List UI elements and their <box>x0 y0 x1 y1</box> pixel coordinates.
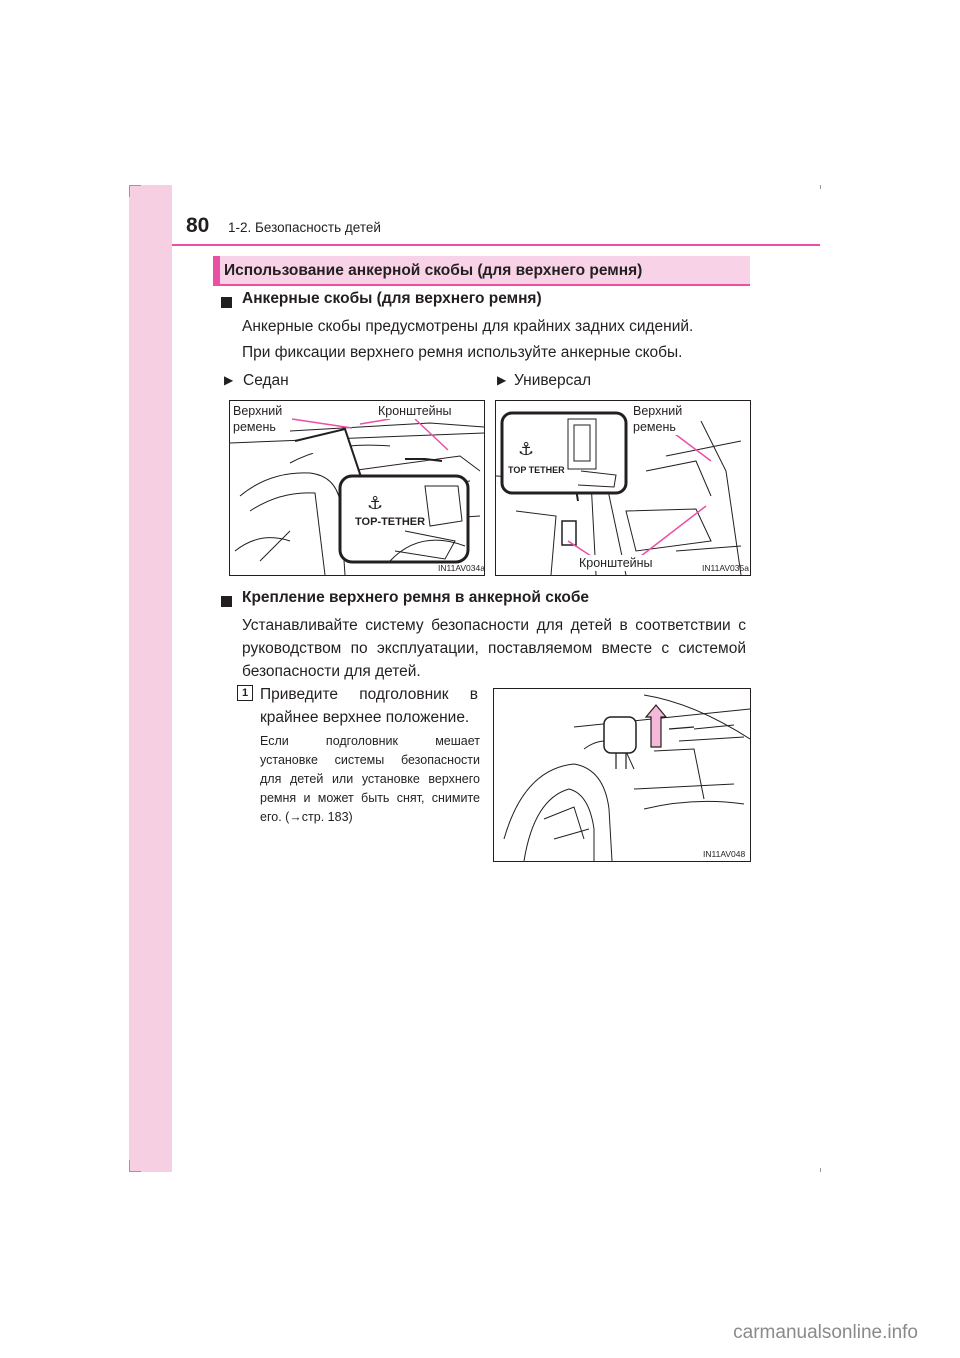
headrest-illustration <box>493 688 751 862</box>
banner-underline <box>213 284 750 286</box>
square-bullet-icon <box>221 297 232 308</box>
note-line: для детей или установке верхнего <box>260 772 480 786</box>
sedan-brackets-label: Кронштейны <box>378 404 452 418</box>
triangle-bullet-icon: ▶ <box>497 373 507 387</box>
note-line: ремня и может быть снят, снимите <box>260 791 480 805</box>
triangle-bullet-icon: ▶ <box>224 373 234 387</box>
crop-mark <box>129 185 130 197</box>
anchor-icon: ⚓ <box>367 493 384 514</box>
section-title: 1-2. Безопасность детей <box>228 220 381 235</box>
step-number-box: 1 <box>237 685 253 701</box>
anchor-brackets-line-2: При фиксации верхнего ремня используйте анкерные скобы. <box>242 344 683 361</box>
label-line: ремень <box>633 420 676 434</box>
crop-mark <box>129 1171 141 1172</box>
wagon-line-art <box>496 401 750 575</box>
chapter-sidebar-tab <box>129 185 172 1172</box>
fixing-line-2: руководством по эксплуатации, поставляемом вместе с системой <box>242 640 746 657</box>
note-line: Если подголовник мешает <box>260 734 480 748</box>
anchor-icon: ⚓ <box>518 439 535 460</box>
sedan-top-strap-label <box>233 403 282 435</box>
note-line: его. (→стр. 183) <box>260 810 353 824</box>
wagon-top-strap-label <box>633 403 682 435</box>
sedan-inset-label: TOP-TETHER <box>355 516 426 528</box>
headrest-line-art <box>494 689 750 861</box>
variant-wagon: Универсал <box>514 372 592 389</box>
step-line: Приведите подголовник в <box>260 686 478 703</box>
sedan-figure-code: IN11AV034a <box>438 563 485 573</box>
crop-mark <box>820 1168 821 1172</box>
wagon-figure-code: IN11AV035a <box>702 563 749 573</box>
page-number: 80 <box>186 214 210 237</box>
label-line: Верхний <box>633 404 683 418</box>
label-line: Верхний <box>233 404 283 418</box>
banner-title: Использование анкерной скобы (для верхнего ремня) <box>224 262 643 279</box>
wagon-inset-label: TOP TETHER <box>508 465 565 475</box>
step-1-note <box>260 732 480 827</box>
fixing-heading: Крепление верхнего ремня в анкерной скобе <box>242 589 590 606</box>
label-line: ремень <box>233 420 276 434</box>
crop-mark <box>820 185 821 189</box>
variant-sedan: Седан <box>243 372 289 389</box>
up-arrow-icon <box>646 705 666 747</box>
wagon-brackets-label: Кронштейны <box>579 556 653 570</box>
step-line: крайнее верхнее положение. <box>260 709 470 726</box>
headrest-figure-code: IN11AV048 <box>703 849 746 859</box>
wagon-anchor-illustration <box>495 400 751 576</box>
square-bullet-icon <box>221 596 232 607</box>
fixing-line-3: безопасности для детей. <box>242 663 421 680</box>
anchor-brackets-heading: Анкерные скобы (для верхнего ремня) <box>242 290 542 307</box>
note-line: установке системы безопасности <box>260 753 480 767</box>
anchor-brackets-line-1: Анкерные скобы предусмотрены для крайних задних сидений. <box>242 318 694 335</box>
step-1-text <box>260 683 478 729</box>
header-rule <box>172 244 820 246</box>
footer-watermark: carmanualsonline.info <box>733 1322 918 1343</box>
fixing-line-1: Устанавливайте систему безопасности для детей в соответствии с <box>242 617 746 634</box>
crop-mark <box>129 185 141 186</box>
banner-accent-bar <box>213 256 220 286</box>
